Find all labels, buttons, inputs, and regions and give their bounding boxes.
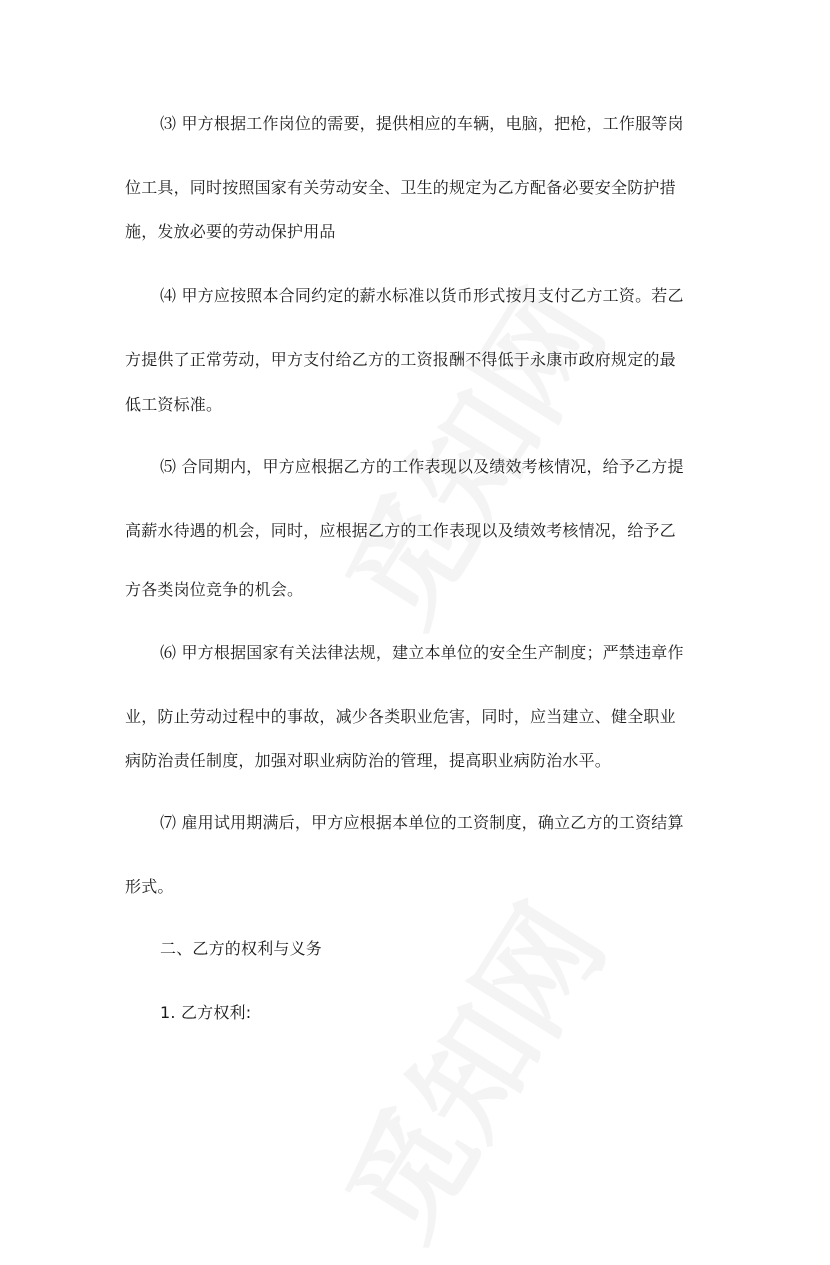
paragraph-line: 低工资标准。 — [125, 395, 223, 414]
paragraph-line: 方各类岗位竞争的机会。 — [125, 580, 304, 599]
paragraph-line: 施，发放必要的劳动保护用品 — [125, 222, 336, 241]
paragraph-line: 病防治责任制度，加强对职业病防治的管理，提高职业病防治水平。 — [125, 751, 612, 770]
paragraph-line: ⑸ 合同期内，甲方应根据乙方的工作表现以及绩效考核情况，给予乙方提 — [160, 457, 684, 476]
paragraph-line: 高薪水待遇的机会，同时，应根据乙方的工作表现以及绩效考核情况，给予乙 — [125, 521, 676, 540]
paragraph-line: ⑶ 甲方根据工作岗位的需要，提供相应的车辆，电脑，把枪，工作服等岗 — [160, 114, 684, 133]
subsection-heading: 1. 乙方权利: — [160, 1003, 252, 1022]
paragraph-line: ⑺ 雇用试用期满后，甲方应根据本单位的工资制度，确立乙方的工资结算 — [160, 813, 684, 832]
paragraph-line: 形式。 — [125, 877, 174, 896]
watermark — [300, 869, 637, 1265]
paragraph-line: 业，防止劳动过程中的事故，减少各类职业危害，同时，应当建立、健全职业 — [125, 707, 676, 726]
paragraph-line: ⑹ 甲方根据国家有关法律法规，建立本单位的安全生产制度；严禁违章作 — [160, 643, 684, 662]
paragraph-line: ⑷ 甲方应按照本合同约定的薪水标准以货币形式按月支付乙方工资。若乙 — [160, 286, 684, 305]
paragraph-line: 位工具，同时按照国家有关劳动安全、卫生的规定为乙方配备必要安全防护措 — [125, 178, 676, 197]
section-heading: 二、乙方的权利与义务 — [160, 939, 323, 958]
watermark — [300, 255, 637, 651]
paragraph-line: 方提供了正常劳动，甲方支付给乙方的工资报酬不得低于永康市政府规定的最 — [125, 350, 676, 369]
